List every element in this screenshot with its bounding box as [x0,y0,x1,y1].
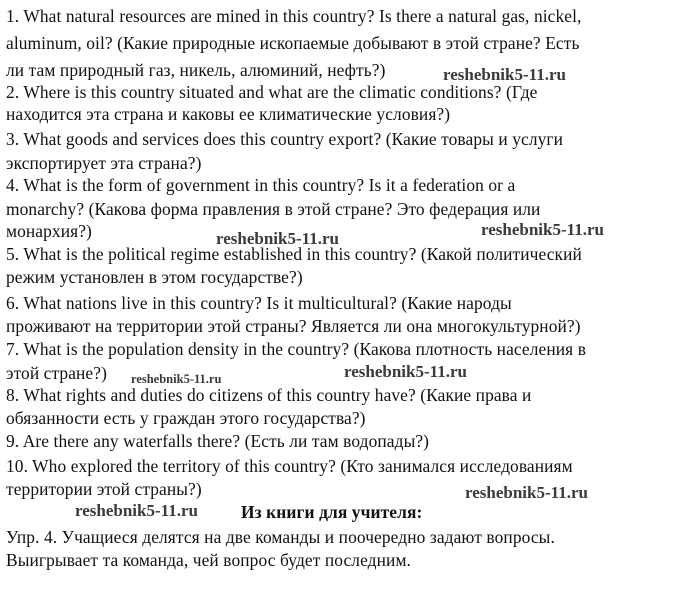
watermark: reshebnik5-11.ru [131,372,222,386]
text-line: ли там природный газ, никель, алюминий, нефть?) [6,60,386,80]
text-line: 2. Where is this country situated and what are the climatic conditions? (Где [6,82,538,102]
text-line: проживают на территории этой страны? Является ли она многокультурной?) [6,316,581,336]
watermark: reshebnik5-11.ru [443,65,566,84]
text-line: 4. What is the form of government in this country? Is it a federation or a [6,175,516,195]
text-line: 8. What rights and duties do citizens of this country have? (Какие права и [6,385,532,405]
watermark: reshebnik5-11.ru [465,483,588,502]
text-line: monarchy? (Какова форма правления в этой стране? Это федерация или [6,199,541,219]
text-line: 6. What nations live in this country? Is it multicultural? (Какие народы [6,293,512,313]
exercise-line: Упр. 4. Учащиеся делятся на две команды и поочередно задают вопросы. [6,527,555,547]
text-line: 7. What is the population density in the country? (Какова плотность населения в [6,339,587,359]
text-line: монархия?) [6,221,92,241]
text-line: 9. Are there any waterfalls there? (Есть ли там водопады?) [6,431,430,451]
text-line: 10. Who explored the territory of this country? (Кто занимался исследованиям [6,456,573,476]
watermark: reshebnik5-11.ru [344,362,467,381]
watermark: reshebnik5-11.ru [75,501,198,520]
watermark: reshebnik5-11.ru [481,220,604,239]
text-line: 1. What natural resources are mined in this country? Is there a natural gas, nickel, [6,6,582,26]
teacher-book-heading: Из книги для учителя: [241,502,423,522]
text-line: территории этой страны?) [6,479,202,499]
text-line: находится эта страна и каковы ее климатические условия?) [6,104,451,124]
text-line: 5. What is the political regime established in this country? (Какой политический [6,244,582,264]
text-line: 3. What goods and services does this country export? (Какие товары и услуги [6,129,564,149]
exercise-line: Выигрывает та команда, чей вопрос будет последним. [6,550,411,570]
text-line: экспортирует эта страна?) [6,153,202,173]
watermark: reshebnik5-11.ru [216,229,339,248]
text-line: обязанности есть у граждан этого государства?) [6,408,366,428]
text-line: режим установлен в этом государстве?) [6,267,303,287]
text-line: этой стране?) [6,363,107,383]
text-line: aluminum, oil? (Какие природные ископаемые добывают в этой стране? Есть [6,33,580,53]
